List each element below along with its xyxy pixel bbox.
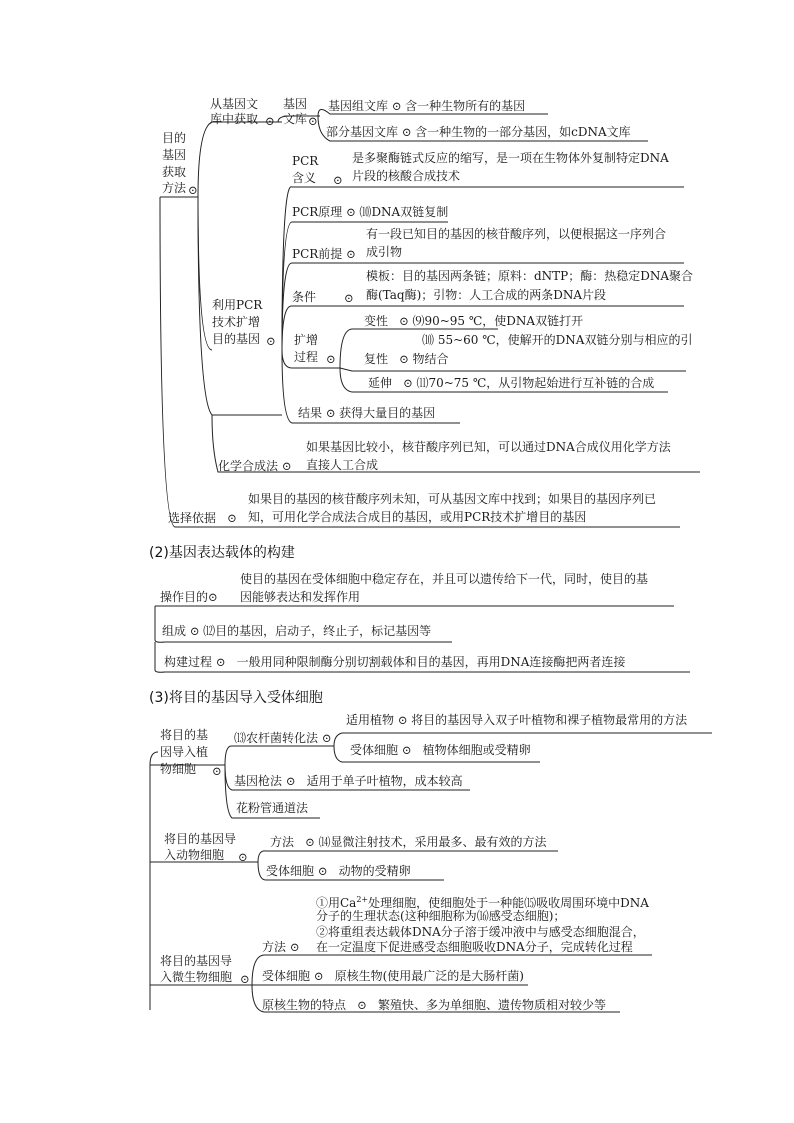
section-heading-vector: (2)基因表达载体的构建 xyxy=(149,545,295,561)
node-result xyxy=(298,404,435,422)
node-label-line: 文库 xyxy=(283,112,308,126)
collapse-circle-icon: ⊙ xyxy=(289,940,300,954)
node-label-line: 库中获取 xyxy=(210,112,259,126)
pcr-meaning-text: 片段的核酸合成技术 xyxy=(352,169,461,183)
node-partial-library xyxy=(326,123,631,141)
conditions-label: 条件 xyxy=(292,290,317,304)
node-text: 繁殖快、多为单细胞、遗传物质相对较少等 xyxy=(377,998,606,1012)
node-label: 受体细胞 xyxy=(350,743,399,757)
microbe-method-line3: ②将重组表达载体DNA分子溶于缓冲液中与感受态细胞混合， xyxy=(316,925,645,939)
collapse-circle-icon: ⊙ xyxy=(401,743,419,757)
collapse-circle-icon: ⊙ xyxy=(215,655,233,669)
collapse-circle-icon: ⊙ xyxy=(344,291,354,305)
node-microbe-method xyxy=(262,938,299,956)
node-text: 将目的基因导入双子叶植物和裸子植物最常用的方法 xyxy=(411,713,688,727)
collapse-circle-icon: ⊙ xyxy=(219,511,237,525)
pcr-meaning-label: 含义 xyxy=(292,171,317,185)
choose-text: 知，可用化学合成法合成目的基因，或用PCR技术扩增目的基因 xyxy=(248,510,587,524)
node-microbe-recipient xyxy=(262,967,524,985)
root-label-line: 目的 xyxy=(162,131,187,145)
chem-text: 如果基因比较小，核苷酸序列已知，可以通过DNA合成仪用化学方法 xyxy=(306,440,671,454)
node-label: 受体细胞 xyxy=(266,864,315,878)
conditions-text: 酶(Taq酶)；引物：人工合成的两条DNA片段 xyxy=(366,288,607,302)
node-label: 部分基因文库 xyxy=(326,125,399,139)
node-text: 显微注射技术，采用最多、最有效的方法 xyxy=(330,835,547,849)
blank-number: ⒂ xyxy=(524,896,537,910)
collapse-circle-icon: ⊙ xyxy=(285,774,303,788)
microbe-method-line4: 在一定温度下促进感受态细胞吸收DNA分子，完成转化过程 xyxy=(316,940,633,954)
collapse-circle-icon: ⊙ xyxy=(297,835,319,849)
node-label: 化学合成法 xyxy=(218,459,279,473)
collapse-circle-icon: ⊙ xyxy=(391,352,413,366)
collapse-circle-icon: ⊙ xyxy=(391,99,406,113)
node-text: 含一种生物所有的基因 xyxy=(405,99,526,113)
node-text: 植物体细胞或受精卵 xyxy=(422,743,531,757)
node-label: 基因组文库 xyxy=(328,99,389,113)
node-text: 90~95 ℃，使DNA双链打开 xyxy=(424,314,584,328)
node-pcr-principle xyxy=(292,203,448,221)
choose-text: 如果目的基因的核苷酸序列未知，可从基因文库中找到；如果目的基因序列已 xyxy=(248,492,657,506)
node-text: 原核生物(使用最广泛的是大肠杆菌) xyxy=(334,969,524,983)
node-label-line: 入微生物细胞 xyxy=(160,970,233,984)
text-part: 感受态细胞)； xyxy=(488,909,566,923)
collapse-circle-icon: ⊙ xyxy=(266,334,276,348)
node-animal-recipient xyxy=(266,862,411,880)
collapse-circle-icon: ⊙ xyxy=(346,205,360,219)
node-label: PCR前提 xyxy=(292,247,343,261)
blank-number: ⑽ xyxy=(359,205,372,219)
root-label-line: 获取 xyxy=(162,165,187,179)
node-label-line: 从基因文 xyxy=(210,97,259,111)
pcr-premise-text: 成引物 xyxy=(366,245,403,259)
collapse-circle-icon: ⊙ xyxy=(349,998,375,1012)
node-label-line: 因导入植 xyxy=(160,745,209,759)
text-part: 分子的生理状态(这种细胞称为 xyxy=(316,909,477,923)
text-part: 吸收周围环境中DNA xyxy=(536,896,649,910)
purpose-text: 使目的基因在受体细胞中稳定存在，并且可以遗传给下一代，同时，使目的基 xyxy=(240,572,649,586)
blank-number: ⑾ xyxy=(416,376,429,390)
collapse-circle-icon: ⊙ xyxy=(346,247,356,261)
node-label-line: 利用PCR xyxy=(212,298,263,312)
node-label: 农杆菌转化法 xyxy=(246,731,319,745)
collapse-circle-icon: ⊙ xyxy=(397,713,412,727)
node-label-line: 入动物细胞 xyxy=(164,848,225,862)
text-part: 处理细胞，使细胞处于一种能 xyxy=(368,896,525,910)
node-pollen-tube: 花粉管通道法 xyxy=(236,801,309,815)
node-text: 物结合 xyxy=(412,352,449,366)
node-apply-plants xyxy=(346,711,687,729)
node-label: 选择依据 xyxy=(168,511,217,525)
node-choose-basis xyxy=(168,509,237,527)
collapse-circle-icon: ⊙ xyxy=(238,850,248,864)
node-pcr-premise xyxy=(292,245,356,263)
node-label: 变性 xyxy=(364,314,389,328)
collapse-circle-icon: ⊙ xyxy=(321,731,332,745)
node-text: 70~75 ℃，从引物起始进行互补链的合成 xyxy=(428,376,655,390)
collapse-circle-icon: ⊙ xyxy=(325,406,340,420)
node-label: 原核生物的特点 xyxy=(262,998,347,1012)
pcr-meaning-text: 是多聚酶链式反应的缩写，是一项在生物体外复制特定DNA xyxy=(352,151,669,165)
node-chem-synthesis xyxy=(218,457,291,475)
pcr-meaning-label: PCR xyxy=(292,154,319,168)
node-text: 含一种生物的一部分基因，如cDNA文库 xyxy=(415,125,631,139)
collapse-circle-icon: ⊙ xyxy=(281,459,292,473)
collapse-circle-icon: ⊙ xyxy=(265,114,275,128)
node-text: 目的基因，启动子，终止子，标记基因等 xyxy=(215,624,432,638)
collapse-circle-icon: ⊙ xyxy=(308,114,318,128)
node-text: 一般用同种限制酶分别切割载体和目的基因，再用DNA连接酶把两者连接 xyxy=(236,655,626,669)
blank-number: ⒁ xyxy=(318,835,331,849)
node-text: DNA双链复制 xyxy=(371,205,449,219)
node-plant-recipient xyxy=(350,741,531,759)
node-animal-method xyxy=(270,833,546,851)
node-label-line: 将目的基 xyxy=(160,728,209,742)
amplify-label: 过程 xyxy=(294,350,319,364)
node-label: 基因枪法 xyxy=(234,774,283,788)
node-label: 构建过程 xyxy=(164,655,213,669)
node-text: 动物的受精卵 xyxy=(338,864,411,878)
collapse-circle-icon: ⊙ xyxy=(395,376,417,390)
text-part: ①用Ca xyxy=(316,896,357,910)
superscript: 2+ xyxy=(356,895,369,904)
collapse-circle-icon: ⊙ xyxy=(240,972,250,986)
conditions-text: 模板：目的基因两条链；原料：dNTP；酶：热稳定DNA聚合 xyxy=(366,269,694,283)
node-label: 受体细胞 xyxy=(262,969,311,983)
node-label: 方法 xyxy=(262,940,287,954)
node-build-process xyxy=(164,653,625,671)
blank-number: ⒃ xyxy=(476,909,489,923)
blank-number: ⑽ xyxy=(422,333,435,347)
node-prokaryote-traits xyxy=(262,996,606,1014)
node-text: 适用于单子叶植物，成本较高 xyxy=(306,774,463,788)
node-label: 结果 xyxy=(298,406,323,420)
node-label-line: 技术扩增 xyxy=(212,315,261,329)
collapse-circle-icon: ⊙ xyxy=(212,764,222,778)
node-label: 延伸 xyxy=(368,376,393,390)
blank-number: ⑼ xyxy=(412,314,425,328)
purpose-text: 因能够表达和发挥作用 xyxy=(240,590,361,604)
collapse-circle-icon: ⊙ xyxy=(401,125,416,139)
collapse-circle-icon: ⊙ xyxy=(189,624,204,638)
node-text: 获得大量目的基因 xyxy=(339,406,436,420)
node-label: 复性 xyxy=(364,352,389,366)
collapse-circle-icon: ⊙ xyxy=(188,183,198,197)
node-label: 适用植物 xyxy=(346,713,395,727)
node-label-line: 将目的基因导 xyxy=(164,832,237,846)
collapse-circle-icon: ⊙ xyxy=(326,352,336,366)
collapse-circle-icon: ⊙ xyxy=(317,864,335,878)
node-label-line: 目的基因 xyxy=(212,332,261,346)
pcr-premise-text: 有一段已知目的基因的核苷酸序列，以便根据这一序列合 xyxy=(366,227,667,241)
node-text: 55~60 ℃，使解开的DNA双链分别与相应的引 xyxy=(437,333,693,347)
node-denature xyxy=(364,312,583,330)
blank-number: ⑿ xyxy=(203,624,216,638)
root-label-line: 方法 xyxy=(162,181,187,195)
node-label: 方法 xyxy=(270,835,295,849)
node-label: 操作目的 xyxy=(160,590,209,604)
collapse-circle-icon: ⊙ xyxy=(313,969,331,983)
node-compose xyxy=(162,622,431,640)
node-agrobacterium xyxy=(234,729,332,747)
node-gene-gun xyxy=(234,772,463,790)
node-label: 组成 xyxy=(162,624,187,638)
node-extend xyxy=(368,374,654,392)
collapse-circle-icon: ⊙ xyxy=(333,173,343,187)
node-genomic-library xyxy=(328,97,525,115)
node-anneal xyxy=(364,350,448,368)
node-label-line: 将目的基因导 xyxy=(160,954,233,968)
collapse-circle-icon: ⊙ xyxy=(208,590,218,604)
root-label-line: 基因 xyxy=(162,148,187,162)
node-purpose xyxy=(160,588,218,606)
node-anneal-line1 xyxy=(422,331,692,349)
section-heading-transfer: (3)将目的基因导入受体细胞 xyxy=(149,690,323,706)
collapse-circle-icon: ⊙ xyxy=(391,314,413,328)
node-label-line: 物细胞 xyxy=(160,762,197,776)
node-label: PCR原理 xyxy=(292,205,343,219)
chem-text: 直接人工合成 xyxy=(306,458,379,472)
blank-number: ⒀ xyxy=(234,731,247,745)
amplify-label: 扩增 xyxy=(294,333,319,347)
node-label-line: 基因 xyxy=(283,97,308,111)
